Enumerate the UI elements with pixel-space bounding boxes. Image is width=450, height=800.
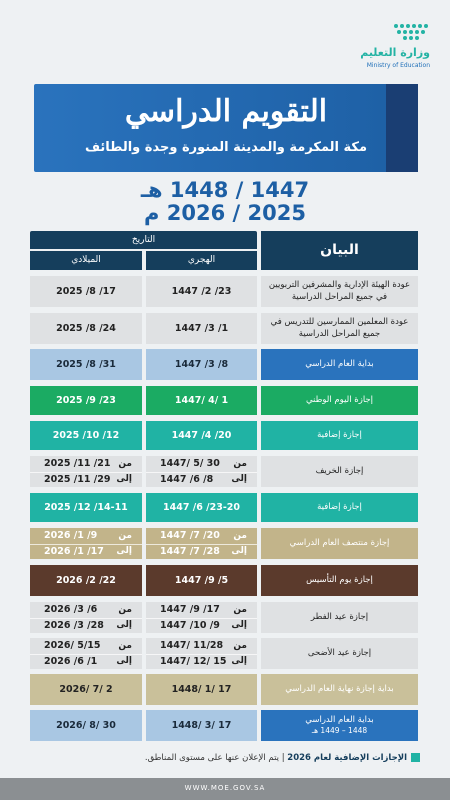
range-to-label: إلى (116, 656, 132, 667)
range-from-label: من (233, 530, 247, 541)
row-description (261, 349, 418, 380)
row-description-text: عودة المعلمين الممارسين للتدريس في جميع المراحل الدراسية (270, 317, 409, 339)
ministry-logo-icon (392, 22, 430, 42)
row-description-text: بداية العام الدراسي (305, 358, 374, 369)
gregorian-from-value: 2026 /1 /9 (44, 530, 98, 542)
gregorian-year: 2025 / 2026 م (144, 201, 306, 225)
range-to-label: إلى (231, 474, 247, 485)
range-divider (30, 654, 142, 655)
hijri-year: 1447 / 1448 هـ (140, 178, 310, 202)
hijri-date: 1447 /6 /23-20 (146, 493, 257, 522)
hijri-to-value: 1447 /6 /8 (160, 473, 214, 485)
row-description-text: إجازة عيد الفطر (310, 611, 369, 622)
ministry-name-english: Ministry of Education (366, 62, 430, 69)
row-description (261, 493, 418, 522)
range-divider (146, 472, 257, 473)
hijri-to-date (146, 544, 257, 560)
gregorian-date: 2025 /8 /31 (30, 349, 142, 380)
gregorian-from-value: 2026 /3 /6 (44, 604, 98, 616)
footer-note-bold: الإجازات الإضافية لعام 2026 (287, 753, 407, 763)
row-description (261, 386, 418, 415)
gregorian-date: 2025 /8 /17 (30, 276, 142, 307)
gregorian-from-date (30, 602, 142, 618)
range-divider (30, 618, 142, 619)
row-description-text: إجازة عيد الأضحى (307, 647, 372, 658)
range-divider (30, 544, 142, 545)
hijri-column-header: الهجري (146, 251, 257, 270)
footer-note-text: | يتم الإعلان عنها على مستوى المناطق. (144, 753, 288, 763)
page-subtitle: مكة المكرمة والمدينة المنورة وجدة والطائف (84, 140, 368, 155)
hijri-from-value: 1447 /9 /17 (160, 604, 220, 616)
footer-note (145, 753, 420, 763)
row-description (261, 638, 418, 669)
range-to-label: إلى (231, 656, 247, 667)
hijri-date: 1447/ 4/ 1 (146, 386, 257, 415)
range-from-label: من (233, 604, 247, 615)
hijri-date: 1448/ 1/ 17 (146, 674, 257, 705)
gregorian-date: 2026 /2 /22 (30, 565, 142, 596)
range-divider (30, 472, 142, 473)
range-divider (146, 544, 257, 545)
range-from-label: من (118, 458, 132, 469)
description-column-header: البيان (261, 231, 418, 270)
hijri-to-date (146, 618, 257, 634)
row-description (261, 602, 418, 633)
row-description-text: إجازة إضافية (317, 501, 362, 512)
row-description-subtext: 1448 – 1449 هـ (311, 726, 368, 736)
gregorian-to-date (30, 654, 142, 670)
hijri-date: 1447 /9 /5 (146, 565, 257, 596)
row-description (261, 313, 418, 344)
gregorian-to-date (30, 544, 142, 560)
gregorian-to-value: 2026 /3 /28 (44, 619, 104, 631)
hijri-from-date (146, 638, 257, 654)
ministry-name: وزارة التعليم (360, 46, 430, 59)
range-to-label: إلى (116, 474, 132, 485)
row-description (261, 674, 418, 705)
hijri-to-date (146, 654, 257, 670)
gregorian-to-date (30, 472, 142, 488)
row-description-text: بداية العام الدراسي (305, 714, 374, 725)
gregorian-date: 2025 /10 /12 (30, 421, 142, 450)
hijri-from-date (146, 602, 257, 618)
gregorian-from-date (30, 638, 142, 654)
row-description (261, 456, 418, 487)
hijri-from-date (146, 528, 257, 544)
gregorian-from-date (30, 528, 142, 544)
gregorian-from-value: 2026/ 5/15 (44, 640, 101, 652)
row-description-text: إجازة منتصف العام الدراسي (289, 537, 390, 548)
range-to-label: إلى (116, 620, 132, 631)
row-description (261, 421, 418, 450)
row-description (261, 276, 418, 307)
range-to-label: إلى (231, 620, 247, 631)
note-marker-icon (411, 753, 420, 762)
hijri-date: 1447 /2 /23 (146, 276, 257, 307)
range-divider (146, 654, 257, 655)
hijri-to-value: 1447/ 12/ 15 (160, 655, 227, 667)
gregorian-column-header: الميلادي (30, 251, 142, 270)
gregorian-date: 2026/ 7/ 2 (30, 674, 142, 705)
hijri-from-value: 1447/ 11/28 (160, 640, 224, 652)
row-description-text: بداية إجازة نهاية العام الدراسي (285, 683, 394, 694)
range-from-label: من (233, 640, 247, 651)
hijri-from-value: 1447/ 5/ 30 (160, 458, 220, 470)
hijri-date: 1447 /4 /20 (146, 421, 257, 450)
gregorian-date: 2025 /8 /24 (30, 313, 142, 344)
row-description-text: عودة الهيئة الإدارية والمشرفين التربويين في جميع المراحل الدراسية (268, 280, 411, 302)
hijri-from-date (146, 456, 257, 472)
row-description-text: إجازة اليوم الوطني (305, 394, 374, 405)
range-from-label: من (118, 640, 132, 651)
gregorian-to-value: 2025 /11 /29 (44, 473, 111, 485)
range-divider (146, 618, 257, 619)
gregorian-from-date (30, 456, 142, 472)
hijri-to-value: 1447 /10 /9 (160, 619, 220, 631)
gregorian-from-value: 2025 /11 /21 (44, 458, 111, 470)
row-description (261, 565, 418, 596)
date-column-header: التاريخ (30, 231, 257, 249)
gregorian-date: 2025 /12 /14-11 (30, 493, 142, 522)
title-banner (34, 84, 418, 172)
row-description (261, 710, 418, 741)
footer-url: WWW.MOE.GOV.SA (184, 784, 266, 792)
gregorian-to-value: 2026 /1 /17 (44, 545, 104, 557)
hijri-date: 1447 /3 /8 (146, 349, 257, 380)
row-description-text: إجازة إضافية (317, 429, 362, 440)
ministry-logo (310, 22, 430, 74)
hijri-to-value: 1447 /7 /28 (160, 545, 220, 557)
range-from-label: من (118, 530, 132, 541)
row-description-text: إجازة يوم التأسيس (306, 574, 373, 585)
row-description-text: إجازة الخريف (315, 465, 364, 476)
hijri-to-date (146, 472, 257, 488)
hijri-from-value: 1447 /7 /20 (160, 530, 220, 542)
range-from-label: من (233, 458, 247, 469)
gregorian-to-value: 2026 /6 /1 (44, 655, 98, 667)
page-title: التقويم الدراسي (124, 94, 328, 129)
gregorian-date: 2025 /9 /23 (30, 386, 142, 415)
gregorian-date: 2026/ 8/ 30 (30, 710, 142, 741)
gregorian-to-date (30, 618, 142, 634)
range-from-label: من (118, 604, 132, 615)
hijri-date: 1447 /3 /1 (146, 313, 257, 344)
range-to-label: إلى (231, 546, 247, 557)
range-to-label: إلى (116, 546, 132, 557)
row-description (261, 528, 418, 559)
hijri-date: 1448/ 3/ 17 (146, 710, 257, 741)
